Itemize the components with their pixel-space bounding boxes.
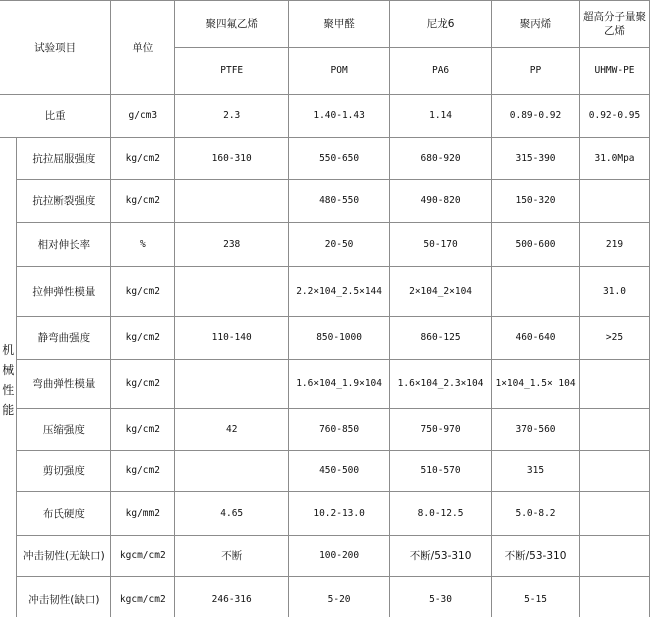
property-name: 剪切强度 (17, 451, 111, 492)
value-cell: 460-640 (492, 317, 580, 360)
property-name: 静弯曲强度 (17, 317, 111, 360)
table-row (0, 536, 650, 577)
value-cell (175, 451, 289, 492)
value-cell: 1×104_1.5× 104 (492, 360, 580, 409)
unit-cell: kg/cm2 (111, 451, 175, 492)
material-name-pa6: 尼龙6 (390, 1, 492, 48)
value-cell: 100-200 (289, 536, 390, 577)
property-name: 抗拉屈服强度 (17, 138, 111, 180)
value-cell: 238 (175, 223, 289, 267)
value-cell (579, 451, 649, 492)
value-cell: 500-600 (492, 223, 580, 267)
unit-cell: kg/cm2 (111, 138, 175, 180)
unit-cell: g/cm3 (111, 95, 175, 138)
table-row (0, 409, 650, 451)
value-cell: 150-320 (492, 180, 580, 223)
value-cell: 31.0Mpa (579, 138, 649, 180)
value-cell: 860-125 (390, 317, 492, 360)
value-cell: 760-850 (289, 409, 390, 451)
value-cell: 510-570 (390, 451, 492, 492)
material-abbr-pp: PP (492, 48, 580, 95)
material-name-pp: 聚丙烯 (492, 1, 580, 48)
unit-cell: kg/cm2 (111, 360, 175, 409)
table-row (0, 138, 650, 180)
value-cell: 490-820 (390, 180, 492, 223)
value-cell (579, 492, 649, 536)
value-cell (492, 267, 580, 317)
density-row (0, 95, 650, 138)
property-name: 布氏硬度 (17, 492, 111, 536)
material-name-pom: 聚甲醛 (289, 1, 390, 48)
property-name: 抗拉断裂强度 (17, 180, 111, 223)
value-cell: 10.2-13.0 (289, 492, 390, 536)
unit-cell: kg/cm2 (111, 180, 175, 223)
item-header: 试验项目 (0, 1, 111, 95)
value-cell: 20-50 (289, 223, 390, 267)
value-cell: 480-550 (289, 180, 390, 223)
value-cell: 1.6×104_1.9×104 (289, 360, 390, 409)
table-row (0, 451, 650, 492)
value-cell: 370-560 (492, 409, 580, 451)
unit-cell: kgcm/cm2 (111, 536, 175, 577)
value-cell: 315 (492, 451, 580, 492)
mechanical-group-label: 机 械 性 能 (0, 138, 17, 617)
value-cell: 1.14 (390, 95, 492, 138)
unit-cell: kg/cm2 (111, 317, 175, 360)
unit-cell: kg/cm2 (111, 409, 175, 451)
material-abbr-uhmwpe: UHMW-PE (579, 48, 649, 95)
value-cell: >25 (579, 317, 649, 360)
material-abbr-pa6: PA6 (390, 48, 492, 95)
material-name-ptfe: 聚四氟乙烯 (175, 1, 289, 48)
value-cell (579, 360, 649, 409)
value-cell: 不断/53-310 (390, 536, 492, 577)
property-name: 相对伸长率 (17, 223, 111, 267)
property-name: 冲击韧性(无缺口) (17, 536, 111, 577)
value-cell (175, 360, 289, 409)
material-name-uhmwpe: 超高分子量聚乙烯 (579, 1, 649, 48)
value-cell: 不断 (175, 536, 289, 577)
property-name: 冲击韧性(缺口) (17, 577, 111, 617)
value-cell: 31.0 (579, 267, 649, 317)
material-abbr-pom: POM (289, 48, 390, 95)
property-name: 弯曲弹性模量 (17, 360, 111, 409)
value-cell: 50-170 (390, 223, 492, 267)
property-name: 拉伸弹性模量 (17, 267, 111, 317)
value-cell: 2.3 (175, 95, 289, 138)
unit-cell: kg/cm2 (111, 267, 175, 317)
value-cell: 5-20 (289, 577, 390, 617)
value-cell: 219 (579, 223, 649, 267)
unit-cell: % (111, 223, 175, 267)
material-abbr-ptfe: PTFE (175, 48, 289, 95)
value-cell: 550-650 (289, 138, 390, 180)
value-cell: 5.0-8.2 (492, 492, 580, 536)
value-cell: 315-390 (492, 138, 580, 180)
value-cell (579, 577, 649, 617)
header-row-names (0, 1, 650, 48)
value-cell (579, 536, 649, 577)
value-cell: 850-1000 (289, 317, 390, 360)
value-cell: 750-970 (390, 409, 492, 451)
value-cell: 110-140 (175, 317, 289, 360)
value-cell: 160-310 (175, 138, 289, 180)
value-cell: 450-500 (289, 451, 390, 492)
value-cell: 8.0-12.5 (390, 492, 492, 536)
value-cell: 1.40-1.43 (289, 95, 390, 138)
table-row (0, 492, 650, 536)
unit-cell: kgcm/cm2 (111, 577, 175, 617)
value-cell (579, 180, 649, 223)
value-cell: 1.6×104_2.3×104 (390, 360, 492, 409)
value-cell: 不断/53-310 (492, 536, 580, 577)
table-row (0, 317, 650, 360)
value-cell (175, 180, 289, 223)
unit-header: 单位 (111, 1, 175, 95)
value-cell: 680-920 (390, 138, 492, 180)
table-row (0, 180, 650, 223)
value-cell (579, 409, 649, 451)
property-name: 比重 (0, 95, 111, 138)
value-cell: 2×104_2×104 (390, 267, 492, 317)
value-cell: 5-15 (492, 577, 580, 617)
value-cell: 4.65 (175, 492, 289, 536)
table-row (0, 267, 650, 317)
value-cell (175, 267, 289, 317)
table-row (0, 577, 650, 617)
value-cell: 246-316 (175, 577, 289, 617)
table-row (0, 360, 650, 409)
value-cell: 0.92-0.95 (579, 95, 649, 138)
value-cell: 5-30 (390, 577, 492, 617)
value-cell: 2.2×104_2.5×144 (289, 267, 390, 317)
property-name: 压缩强度 (17, 409, 111, 451)
value-cell: 0.89-0.92 (492, 95, 580, 138)
table-row (0, 223, 650, 267)
unit-cell: kg/mm2 (111, 492, 175, 536)
value-cell: 42 (175, 409, 289, 451)
